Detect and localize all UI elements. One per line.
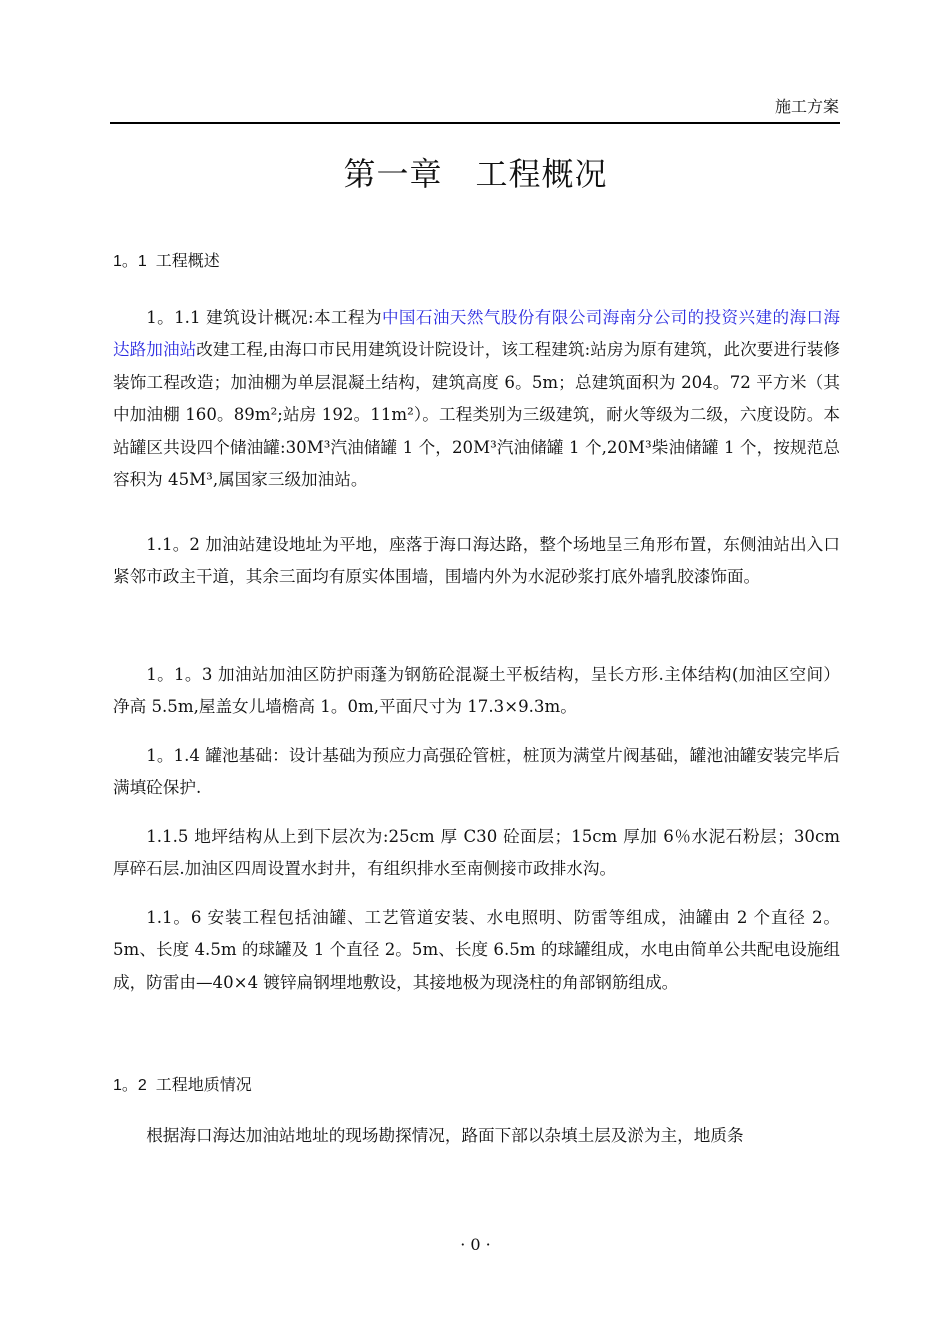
header-rule — [110, 122, 840, 124]
running-header: 施工方案 — [774, 99, 839, 116]
paragraph-text: 改建工程,由海口市民用建筑设计院设计，该工程建筑:站房为原有建筑，此次要进行装修装饰工程改造；加油棚为单层混凝土结构，建筑高度 6。5m；总建筑面积为 204。72 平方米（其中加油棚 160。89m²;站房 192。11m²）。工程类别为三级建筑，耐火等级为二级，六度设防。本站罐区共设四个储油罐:30M³汽油储罐 1 个，20M³汽油储罐 1 个,20M³柴油储罐 1 个，按规范总容积为 45M³,属国家三级加油站。 — [113, 340, 840, 490]
section-heading-1-1: 1。1 工程概述 — [113, 253, 220, 270]
page-number: · 0 · — [460, 1235, 491, 1254]
paragraph-text: 1。1.1 建筑设计概况:本工程为 — [146, 308, 382, 327]
paragraph-1-1-1 — [113, 302, 840, 496]
paragraph-1-1-5: 1.1.5 地坪结构从上到下层次为:25cm 厚 C30 砼面层；15cm 厚加 6％水泥石粉层；30cm 厚碎石层.加油区四周设置水封井，有组织排水至南侧接市政排水沟。 — [113, 827, 840, 879]
section-heading-1-2: 1。2 工程地质情况 — [113, 1077, 252, 1094]
paragraph-1-1-2: 1.1。2 加油站建设地址为平地，座落于海口海达路，整个场地呈三角形布置，东侧油站出入口紧邻市政主干道，其余三面均有原实体围墙，围墙内外为水泥砂浆打底外墙乳胶漆饰面。 — [113, 535, 840, 587]
paragraph-1-1-4: 1。1.4 罐池基础：设计基础为预应力高强砼管桩，桩顶为满堂片阀基础，罐池油罐安装完毕后满填砼保护. — [113, 746, 840, 798]
chapter-title: 第一章 工程概况 — [343, 156, 608, 192]
paragraph-1-1-3: 1。1。3 加油站加油区防护雨蓬为钢筋砼混凝土平板结构，呈长方形.主体结构(加油区空间）净高 5.5m,屋盖女儿墙檐高 1。0m,平面尺寸为 17.3×9.3m。 — [113, 665, 840, 717]
highlighted-text: 中国石油天然气股份有限公司海南分公司的投资兴建的海口海达路加油站 — [113, 308, 841, 360]
paragraph-1-2-1: 根据海口海达加油站地址的现场勘探情况，路面下部以杂填土层及淤为主，地质条 — [146, 1126, 744, 1145]
paragraph-1-1-6: 1.1。6 安装工程包括油罐、工艺管道安装、水电照明、防雷等组成，油罐由 2 个直径 2。5m、长度 4.5m 的球罐及 1 个直径 2。5m、长度 6.5m 的球罐组成，水电由简单公共配电设施组成，防雷由—40×4 镀锌扁钢埋地敷设，其接地极为现浇柱的角部钢筋组成。 — [113, 908, 840, 992]
